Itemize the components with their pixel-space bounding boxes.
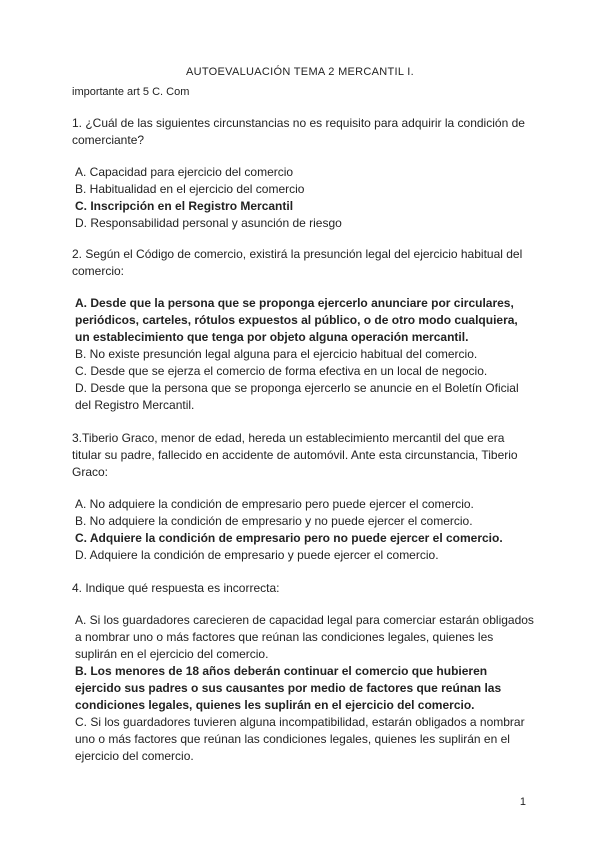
question-text: 1. ¿Cuál de las siguientes circunstancias no es requisito para adquirir la condición de comerciante? xyxy=(72,116,525,147)
question-2 xyxy=(72,246,534,414)
option-d: D. Responsabilidad personal y asunción de riesgo xyxy=(75,216,342,230)
option-d: D. Adquiere la condición de empresario y puede ejercer el comercio. xyxy=(75,548,439,562)
option-c: C. Desde que se ejerza el comercio de forma efectiva en un local de negocio. xyxy=(75,364,488,378)
option-list xyxy=(72,295,534,414)
option-list xyxy=(72,496,534,564)
option-list xyxy=(72,164,534,232)
option-b: B. Habitualidad en el ejercicio del comercio xyxy=(75,182,305,196)
question-3 xyxy=(72,430,534,564)
question-4 xyxy=(72,580,534,765)
option-b-correct: B. Los menores de 18 años deberán continuar el comercio que hubieren ejercido sus padres o sus causantes por medio de factores que reúnan las condiciones legales, quienes les suplirán en el ejercicio del comercio. xyxy=(75,664,502,712)
question-text: 3.Tiberio Graco, menor de edad, hereda un establecimiento mercantil del que era titular su padre, fallecido en accidente de automóvil. Ante esta circunstancia, Tiberio Graco: xyxy=(72,431,518,479)
option-a: A. Si los guardadores carecieren de capacidad legal para comerciar estarán obligados a nombrar uno o más factores que reúnan las condiciones legales, quienes les suplirán en el ejercicio del comercio. xyxy=(75,613,534,661)
option-a: A. No adquiere la condición de empresario pero puede ejercer el comercio. xyxy=(75,497,474,511)
document-note: importante art 5 C. Com xyxy=(72,86,190,98)
option-a: A. Capacidad para ejercicio del comercio xyxy=(75,165,294,179)
option-d: D. Desde que la persona que se proponga ejercerlo se anuncie en el Boletín Oficial del Registro Mercantil. xyxy=(75,381,519,412)
question-1 xyxy=(72,115,534,232)
document-title: AUTOEVALUACIÓN TEMA 2 MERCANTIL I. xyxy=(185,66,414,78)
option-list xyxy=(72,612,534,765)
page-number: 1 xyxy=(519,796,526,808)
option-a-correct: A. Desde que la persona que se proponga ejercerlo anunciare por circulares, periódicos, carteles, rótulos expuestos al público, o de otro modo cualquiera, un establecimiento que tenga por objeto alguna operación mercantil. xyxy=(75,296,518,344)
question-text: 4. Indique qué respuesta es incorrecta: xyxy=(72,581,280,595)
option-c: C. Si los guardadores tuvieren alguna incompatibilidad, estarán obligados a nombrar uno o más factores que reúnan las condiciones legales, quienes les suplirán en el ejercicio del comercio. xyxy=(75,715,525,763)
option-c-correct: C. Inscripción en el Registro Mercantil xyxy=(75,199,294,213)
question-text: 2. Según el Código de comercio, existirá la presunción legal del ejercicio habitual del comercio: xyxy=(72,247,523,278)
option-b: B. No adquiere la condición de empresario y no puede ejercer el comercio. xyxy=(75,514,473,528)
option-b: B. No existe presunción legal alguna para el ejercicio habitual del comercio. xyxy=(75,347,478,361)
option-c-correct: C. Adquiere la condición de empresario pero no puede ejercer el comercio. xyxy=(75,531,503,545)
